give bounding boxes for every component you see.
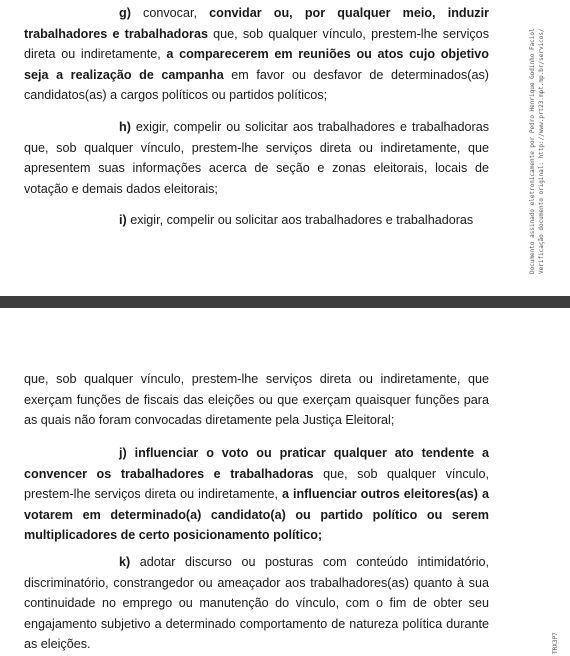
- item-g-text-1: convocar,: [130, 6, 210, 20]
- item-h-text: exigir, compelir ou solicitar aos trabalhadores e trabalhadoras que, sob qualquer vínculo, prestem-lhe serviços direta ou indiretamente, que apresentem suas informações acerca de seção e zonas eleitorais, locais de votação e demais dados eleitorais;: [24, 120, 489, 196]
- item-g-label: g): [119, 6, 131, 20]
- item-g-text-3: em favor ou desfavor de determinados(as) candidatos(as) a cargos políticos ou partidos políticos;: [24, 67, 489, 102]
- item-j-text-1: que, sob qualquer vínculo, prestem-lhe serviços direta ou indiretamente,: [24, 466, 489, 501]
- paragraph-item-k: [24, 552, 489, 655]
- item-g-bold-1: convidar ou, por qualquer meio, induzir trabalhadores e trabalhadoras: [24, 6, 489, 41]
- item-i-text: exigir, compelir ou solicitar aos trabalhadores e trabalhadoras: [126, 213, 474, 227]
- item-j-bold-1: j) influenciar o voto ou praticar qualquer ato tendente a convencer os trabalhadores e trabalhadoras: [24, 446, 489, 481]
- paragraph-item-j: [24, 443, 489, 546]
- page-separator: [0, 296, 570, 308]
- document-verification-code: TRX3P7: [552, 632, 559, 654]
- paragraph-item-i-continuation: que, sob qualquer vínculo, prestem-lhe serviços direta ou indiretamente, que exerçam funções de fiscais das eleições ou que exerçam quaisquer funções para as quais não foram convocadas diretamente pela Justiça Eleitoral;: [24, 372, 489, 427]
- paragraph-item-g: [24, 3, 489, 106]
- item-k-text: adotar discurso ou posturas com conteúdo intimidatório, discriminatório, constrangedor ou ameaçador aos trabalhadores(as) quanto à sua continuidade no emprego ou manutenção do vínculo, com o fim de obter seu engajamento subjetivo a determinado comportamento de natureza política durante as eleições.: [24, 555, 489, 651]
- document-page-2: [0, 308, 570, 656]
- paragraph-item-h: [24, 117, 489, 199]
- item-i-label: i): [119, 213, 127, 227]
- item-h-label: h): [119, 120, 131, 134]
- signature-stamp-line-2: Verificação documento original: http://www.prt23.mpt.mp.br/servicos/: [538, 28, 545, 274]
- item-g-bold-2: a comparecerem em reuniões ou atos cujo objetivo seja a realização de campanha: [24, 47, 489, 82]
- paragraph-item-i: [24, 210, 489, 231]
- item-j-bold-2: a influenciar outros eleitores(as) a votarem em determinado(a) candidato(a) ou partido político ou serem multiplicadores de certo posicionamento político;: [24, 487, 490, 542]
- item-g-text-2: que, sob qualquer vínculo, prestem-lhe serviços direta ou indiretamente,: [24, 26, 489, 61]
- signature-stamp-line-1: Documento assinado eletronicamente por Pedro Henrique Godinho Faciol: [529, 28, 536, 274]
- item-k-label: k): [119, 555, 131, 569]
- electronic-signature-stamp: [528, 4, 568, 274]
- document-page-1: [0, 0, 570, 296]
